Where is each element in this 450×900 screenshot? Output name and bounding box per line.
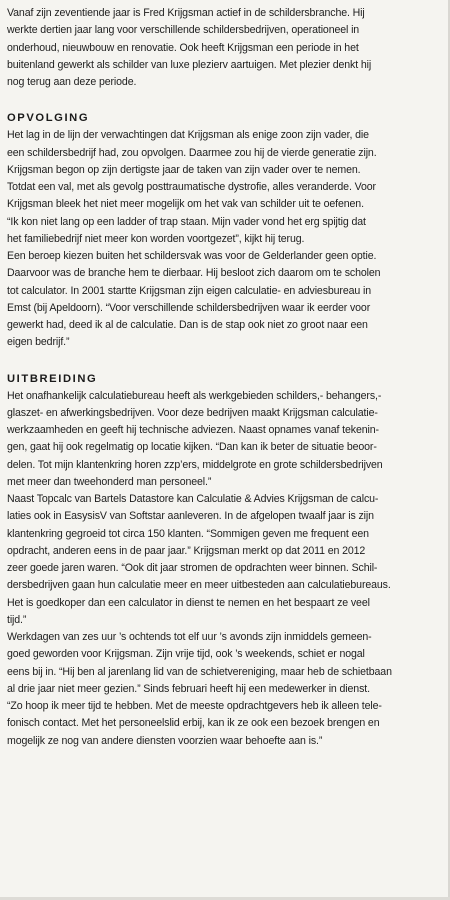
text-line: onderhoud, nieuwbouw en renovatie. Ook heeft Krijgsman een periode in het (7, 41, 359, 54)
text-line: met meer dan tweehonderd man personeel.” (7, 475, 212, 488)
text-line: tot calculator. In 2001 startte Krijgsman zijn eigen calculatie- en adviesbureau in (7, 284, 371, 297)
text-line: goed geworden voor Krijgsman. Zijn vrije tijd, ook ’s weekends, schiet er nogal (7, 648, 365, 661)
text-line: Het onafhankelijk calculatiebureau heeft als werkgebieden schilders,- behangers,- (7, 389, 382, 402)
text-line: Totdat een val, met als gevolg posttraumatische dystrofie, alles veranderde. Voor (7, 181, 376, 193)
text-line: Het is goedkoper dan een calculator in dienst te nemen en het bespaart ze veel (7, 596, 370, 609)
text-line: glaszet- en afwerkingsbedrijven. Voor deze bedrijven maakt Krijgsman calculatie- (7, 406, 378, 419)
text-line: Vanaf zijn zeventiende jaar is Fred Krijgsman actief in de schildersbranche. Hij (7, 7, 365, 19)
text-line: laties ook in EasysisV van Softstar aanleveren. In de afgelopen twaalf jaar is zijn (7, 510, 374, 523)
text-line: Emst (bij Apeldoorn). “Voor verschillende schildersbedrijven waar ik eerder voor (7, 301, 371, 314)
section-heading-uitbreiding: UITBREIDING (7, 372, 98, 385)
text-line: een schildersbedrijf had, zou opvolgen. Daarmee zou hij de vierde generatie zijn. (7, 146, 377, 159)
text-line: werkte dertien jaar lang voor verschillende schildersbedrijven, operationeel in (7, 24, 360, 37)
text-line: fonisch contact. Met het personeelslid erbij, kan ik ze ook een bezoek brengen en (7, 717, 380, 730)
text-line: delen. Tot mijn klantenkring horen zzp’ers, middelgrote en grote schildersbedrijven (7, 458, 383, 471)
section-body-opvolging (7, 127, 441, 351)
text-line: Naast Topcalc van Bartels Datastore kan Calculatie & Advies Krijgsman de calcu- (7, 493, 379, 505)
text-line: Een beroep kiezen buiten het schildersvak was voor de Gelderlander geen optie. (7, 250, 377, 262)
text-line: mogelijk ze nog van andere diensten voorzien waar behoefte aan is.” (7, 734, 323, 747)
text-line: werkzaamheden en geeft hij technische adviezen. Naast opnames vanaf tekenin- (7, 424, 379, 436)
section-body-uitbreiding (7, 388, 441, 750)
text-line: dersbedrijven gaan hun calculatie meer en meer uitbesteden aan calculatiebureaus. (7, 579, 391, 592)
text-line: Werkdagen van zes uur ’s ochtends tot elf uur ’s avonds zijn inmiddels gemeen- (7, 631, 372, 643)
text-line: buitenland gewerkt als schilder van luxe plezierv aartuigen. Met plezier denkt hij (7, 58, 372, 71)
text-line: klantenkring gegroeid tot circa 150 klanten. “Sommigen geven me frequent een (7, 527, 369, 540)
intro-paragraph (7, 5, 441, 91)
text-line: Krijgsman begon op zijn dertigste jaar de taken van zijn vader over te nemen. (7, 163, 361, 176)
text-line: Krijgsman bleek het niet meer mogelijk om het vak van schilder uit te oefenen. (7, 198, 364, 211)
text-line: “Ik kon niet lang op een ladder of trap staan. Mijn vader vond het erg spijtig dat (7, 215, 366, 228)
text-line: het familiebedrijf niet meer kon worden voortgezet”, kijkt hij terug. (7, 232, 305, 245)
text-line: gewerkt had, deed ik al de calculatie. Dan is de stap ook niet zo groot naar een (7, 319, 368, 331)
text-line: al drie jaar niet meer gezien.” Sinds februari heeft hij een medewerker in dienst. (7, 682, 370, 695)
text-line: gen, gaat hij ook regelmatig op locatie kijken. “Dan kan ik beter de situatie beoor- (7, 441, 377, 454)
section-heading-opvolging: OPVOLGING (7, 112, 90, 125)
text-line: nog terug aan deze periode. (7, 76, 137, 88)
text-line: “Zo hoop ik meer tijd te hebben. Met de meeste opdrachtgevers heb ik alleen tele- (7, 700, 382, 712)
text-line: zeer goede jaren waren. “Ook dit jaar stromen de opdrachten weer binnen. Schil- (7, 562, 378, 574)
text-line: Daarvoor was de branche hem te dierbaar. Hij besloot zich daarom om te scholen (7, 267, 381, 280)
text-line: tijd.” (7, 613, 27, 626)
text-line: eigen bedrijf.” (7, 336, 70, 349)
text-line: opdracht, anderen eens in de paar jaar.” Krijgsman merkt op dat 2011 en 2012 (7, 544, 366, 557)
text-line: Het lag in de lijn der verwachtingen dat Krijgsman als enige zoon zijn vader, die (7, 129, 369, 142)
text-line: eens bij in. “Hij ben al jarenlang lid van de schietvereniging, maar heb de schietbaan (7, 665, 392, 678)
